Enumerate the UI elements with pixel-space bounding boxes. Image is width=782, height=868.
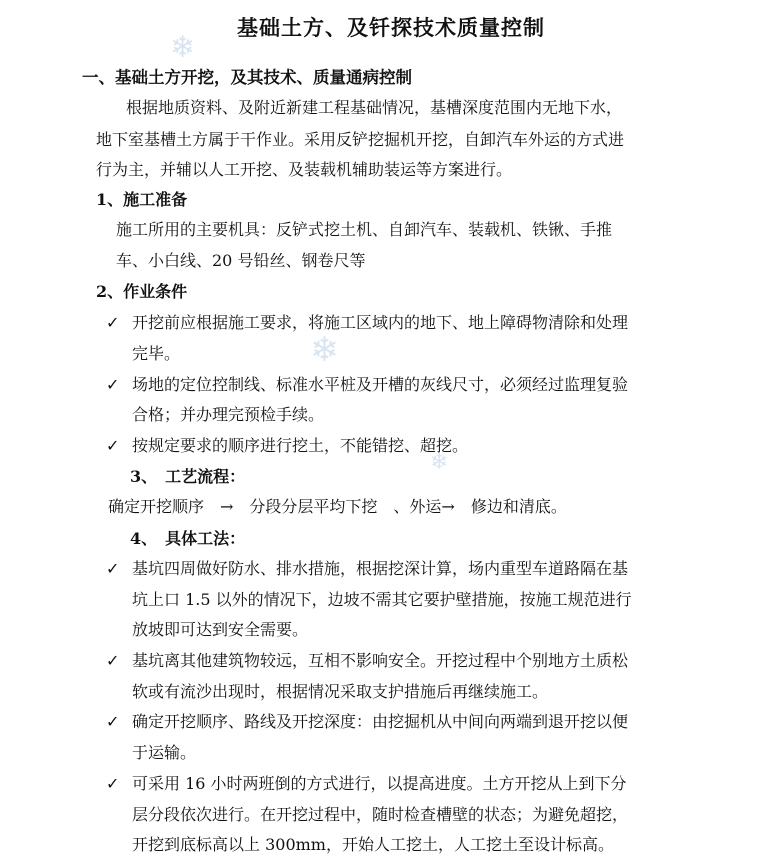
list-item-line: 场地的定位控制线、标准水平桩及开槽的灰线尺寸，必须经过监理复验 (132, 375, 629, 394)
list-item-line: 按规定要求的顺序进行挖土，不能错挖、超挖。 (132, 436, 469, 455)
list-item-line: 开挖前应根据施工要求，将施工区域内的地下、地上障碍物清除和处理 (132, 313, 629, 332)
check-icon: ✓ (106, 651, 120, 670)
check-icon: ✓ (106, 375, 120, 394)
list-item-line: 完毕。 (132, 344, 181, 363)
list-item-line: 基坑四周做好防水、排水措施，根据挖深计算，场内重型车道路隔在基 (132, 559, 629, 578)
list-item-line: 于运输。 (132, 743, 197, 762)
check-icon: ✓ (106, 313, 120, 332)
paragraph-line: 施工所用的主要机具：反铲式挖土机、自卸汽车、装载机、铁锹、手推 (116, 220, 613, 239)
section-heading: 一、基础土方开挖，及其技术、质量通病控制 (82, 68, 412, 87)
check-icon: ✓ (106, 559, 120, 578)
list-item-line: 软或有流沙出现时，根据情况采取支护措施后再继续施工。 (132, 682, 549, 701)
check-icon: ✓ (106, 774, 120, 793)
check-icon: ✓ (106, 712, 120, 731)
list-item-line: 可采用 16 小时两班倒的方式进行，以提高进度。土方开挖从上到下分 (132, 774, 627, 793)
list-item-line: 开挖到底标高以上 300mm，开始人工挖土，人工挖土至设计标高。 (132, 835, 614, 854)
subsection-heading: 1、施工准备 (96, 190, 188, 209)
subsection-heading: 3、 工艺流程： (130, 467, 246, 486)
paragraph-line: 行为主，并辅以人工开挖、及装载机辅助装运等方案进行。 (96, 160, 513, 179)
check-icon: ✓ (106, 436, 120, 455)
watermark: ❄ (310, 330, 339, 370)
watermark: ❄ (170, 30, 196, 65)
document-title: 基础土方、及钎探技术质量控制 (237, 15, 545, 40)
paragraph-line: 地下室基槽土方属于干作业。采用反铲挖掘机开挖，自卸汽车外运的方式进 (96, 130, 625, 149)
paragraph-line: 车、小白线、20 号铅丝、钢卷尺等 (116, 251, 366, 270)
list-item-line: 坑上口 1.5 以外的情况下，边坡不需其它要护壁措施，按施工规范进行 (132, 590, 632, 609)
subsection-heading: 2、作业条件 (96, 282, 188, 301)
paragraph-line: 根据地质资料、及附近新建工程基础情况，基槽深度范围内无地下水， (126, 98, 623, 117)
list-item-line: 层分段依次进行。在开挖过程中，随时检查槽壁的状态；为避免超挖， (132, 805, 629, 824)
subsection-heading: 4、 具体工法： (130, 529, 246, 548)
watermark: ❄ (430, 450, 449, 475)
process-flow: 确定开挖顺序 → 分段分层平均下挖 、外运→ 修边和清底。 (108, 497, 567, 516)
list-item-line: 放坡即可达到安全需要。 (132, 620, 309, 639)
list-item-line: 合格；并办理完预检手续。 (132, 405, 325, 424)
list-item-line: 确定开挖顺序、路线及开挖深度：由挖掘机从中间向两端到退开挖以便 (132, 712, 629, 731)
list-item-line: 基坑离其他建筑物较远，互相不影响安全。开挖过程中个别地方土质松 (132, 651, 629, 670)
